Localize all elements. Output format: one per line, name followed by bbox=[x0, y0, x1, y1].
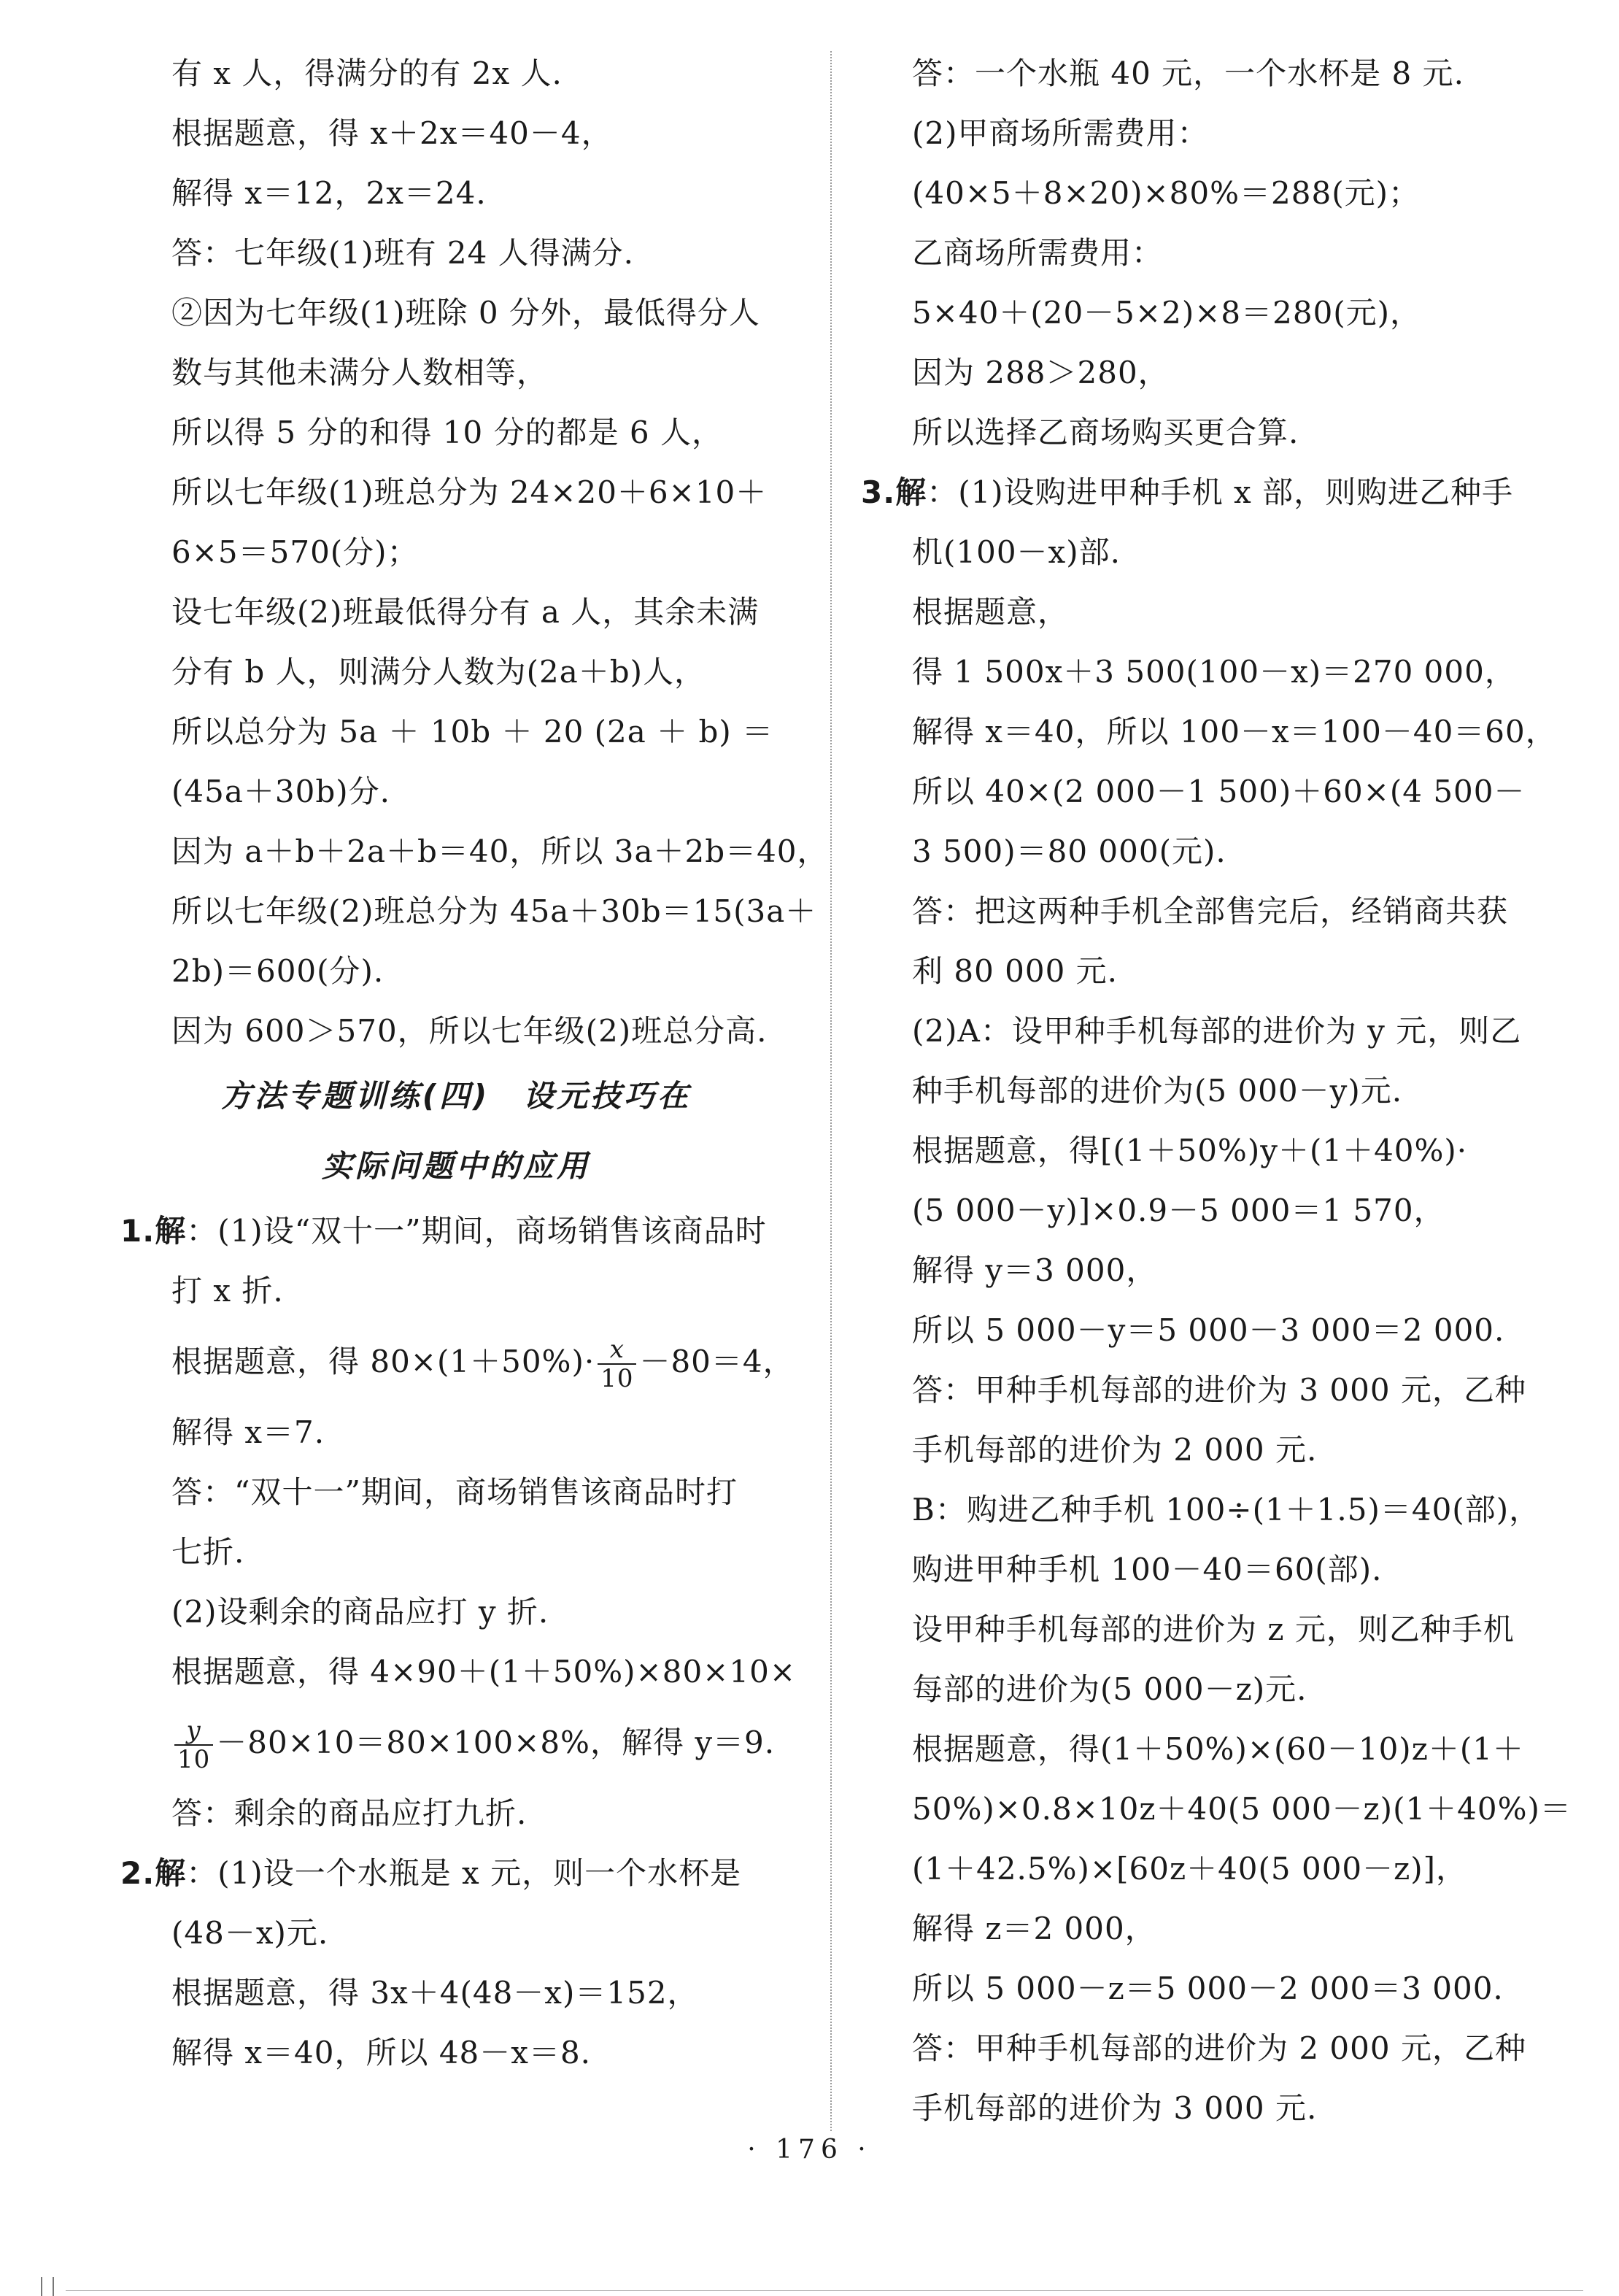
text-line: 打 x 折. bbox=[171, 1273, 284, 1309]
section-heading: 方法专题训练(四) 设元技巧在 bbox=[220, 1078, 692, 1114]
text-segment: 根据题意，得 80×(1＋50%)· bbox=[171, 1344, 595, 1379]
left-column bbox=[120, 44, 829, 2083]
question-number: 3. bbox=[861, 474, 896, 510]
text-line: (2)A：设甲种手机每部的进价为 y 元，则乙 bbox=[912, 1013, 1522, 1049]
fraction-numerator: y bbox=[174, 1717, 213, 1746]
section-heading-continued: 实际问题中的应用 bbox=[321, 1148, 590, 1184]
text-line: 根据题意，得 3x＋4(48－x)＝152， bbox=[171, 1975, 699, 2011]
text-line: 设甲种手机每部的进价为 z 元，则乙种手机 bbox=[912, 1611, 1515, 1647]
text-line: (40×5＋8×20)×80%＝288(元)； bbox=[912, 175, 1420, 211]
text-segment: ：(1)设“双十一”期间，商场销售该商品时 bbox=[186, 1213, 767, 1249]
page-number: · 176 · bbox=[747, 2135, 872, 2165]
text-line: 所以七年级(1)班总分为 24×20＋6×10＋ bbox=[171, 474, 768, 510]
text-line: (48－x)元. bbox=[171, 1915, 329, 1951]
text-segment: －80＝4， bbox=[639, 1344, 795, 1379]
text-line: 七折. bbox=[171, 1534, 245, 1570]
text-line: 手机每部的进价为 3 000 元. bbox=[912, 2090, 1318, 2126]
text-line: 根据题意，得[(1＋50%)y＋(1＋40%)· bbox=[912, 1133, 1468, 1168]
question-2-line bbox=[120, 1844, 792, 1903]
text-line: 3 500)＝80 000(元). bbox=[912, 833, 1226, 869]
text-line: 解得 x＝7. bbox=[171, 1414, 325, 1450]
text-line: 答：甲种手机每部的进价为 3 000 元，乙种 bbox=[912, 1372, 1526, 1408]
text-line: 5×40＋(20－5×2)×8＝280(元)， bbox=[912, 295, 1422, 331]
right-column bbox=[861, 44, 1572, 2138]
text-line: 2b)＝600(分). bbox=[171, 953, 385, 989]
text-line: 所以选择乙商场购买更合算. bbox=[912, 415, 1299, 450]
text-line: 解得 x＝40，所以 48－x＝8. bbox=[171, 2035, 592, 2070]
text-line: 有 x 人，得满分的有 2x 人. bbox=[171, 55, 563, 91]
solution-label: 解 bbox=[895, 474, 927, 510]
text-line: 根据题意， bbox=[912, 594, 1070, 630]
text-line: 种手机每部的进价为(5 000－y)元. bbox=[912, 1073, 1403, 1109]
text-line: 答：七年级(1)班有 24 人得满分. bbox=[171, 235, 634, 271]
scan-edge-mark bbox=[41, 2277, 54, 2296]
text-line: (1＋42.5%)×[60z＋40(5 000－z)]， bbox=[912, 1851, 1468, 1887]
fraction-denominator: 10 bbox=[600, 1364, 634, 1393]
text-line: 解得 x＝12，2x＝24. bbox=[171, 175, 487, 211]
text-line: 所以七年级(2)班总分为 45a＋30b＝15(3a＋ bbox=[171, 893, 817, 929]
bottom-edge-line bbox=[66, 2290, 1583, 2291]
text-line: 利 80 000 元. bbox=[912, 953, 1118, 989]
text-line: 得 1 500x＋3 500(100－x)＝270 000， bbox=[912, 654, 1516, 690]
text-line: 50%)×0.8×10z＋40(5 000－z)(1＋40%)＝ bbox=[912, 1791, 1572, 1827]
text-line: 答：甲种手机每部的进价为 2 000 元，乙种 bbox=[912, 2030, 1526, 2066]
text-line: 所以 40×(2 000－1 500)＋60×(4 500－ bbox=[912, 774, 1526, 809]
text-line: 根据题意，得(1＋50%)×(60－10)z＋(1＋ bbox=[912, 1731, 1524, 1767]
question-3-line bbox=[861, 463, 1532, 523]
fraction bbox=[174, 1717, 213, 1773]
text-line: (2)设剩余的商品应打 y 折. bbox=[171, 1594, 549, 1630]
text-line: 每部的进价为(5 000－z)元. bbox=[912, 1671, 1307, 1707]
solution-label: 解 bbox=[155, 1855, 187, 1891]
text-line: 数与其他未满分人数相等， bbox=[171, 355, 549, 390]
text-line: 解得 x＝40，所以 100－x＝100－40＝60， bbox=[912, 714, 1557, 750]
equation-line bbox=[120, 1702, 792, 1784]
equation-line bbox=[120, 1321, 795, 1403]
question-number: 1. bbox=[120, 1213, 155, 1249]
question-1-line bbox=[120, 1201, 792, 1261]
text-line: 答：把这两种手机全部售完后，经销商共获 bbox=[912, 893, 1509, 929]
text-line: (2)甲商场所需费用： bbox=[912, 115, 1209, 151]
text-line: 解得 z＝2 000， bbox=[912, 1911, 1156, 1946]
text-line: 分有 b 人，则满分人数为(2a＋b)人， bbox=[171, 654, 706, 690]
text-line: B：购进乙种手机 100÷(1＋1.5)＝40(部)， bbox=[912, 1492, 1541, 1528]
text-line: ②因为七年级(1)班除 0 分外，最低得分人 bbox=[171, 295, 760, 331]
text-segment: ：(1)设购进甲种手机 x 部，则购进乙种手 bbox=[927, 474, 1514, 510]
text-line: 根据题意，得 4×90＋(1＋50%)×80×10× bbox=[171, 1654, 797, 1690]
text-segment: －80×10＝80×100×8%，解得 y＝9. bbox=[216, 1725, 776, 1760]
text-line: 答：“双十一”期间，商场销售该商品时打 bbox=[171, 1474, 738, 1510]
text-line: 因为 288＞280， bbox=[912, 355, 1170, 390]
text-line: 答：剩余的商品应打九折. bbox=[171, 1795, 528, 1831]
text-line: 所以 5 000－y＝5 000－3 000＝2 000. bbox=[912, 1312, 1505, 1348]
text-line: 所以得 5 分的和得 10 分的都是 6 人， bbox=[171, 415, 723, 450]
text-line: 6×5＝570(分)； bbox=[171, 534, 419, 570]
fraction-numerator: x bbox=[598, 1336, 636, 1365]
text-line: 乙商场所需费用： bbox=[912, 235, 1164, 271]
text-segment: ：(1)设一个水瓶是 x 元，则一个水杯是 bbox=[186, 1855, 742, 1891]
text-line: (45a＋30b)分. bbox=[171, 774, 390, 809]
fraction-denominator: 10 bbox=[177, 1745, 211, 1774]
question-number: 2. bbox=[120, 1855, 155, 1891]
text-line: 根据题意，得 x＋2x＝40－4， bbox=[171, 115, 613, 151]
text-line: 答：一个水瓶 40 元，一个水杯是 8 元. bbox=[912, 55, 1464, 91]
text-line: (5 000－y)]×0.9－5 000＝1 570， bbox=[912, 1193, 1445, 1228]
column-divider bbox=[830, 51, 832, 2131]
text-line: 机(100－x)部. bbox=[912, 534, 1121, 570]
text-line: 手机每部的进价为 2 000 元. bbox=[912, 1432, 1318, 1468]
text-line: 设七年级(2)班最低得分有 a 人，其余未满 bbox=[171, 594, 760, 630]
text-line: 所以总分为 5a ＋ 10b ＋ 20 (2a ＋ b) ＝ bbox=[171, 714, 774, 750]
solution-label: 解 bbox=[155, 1213, 187, 1249]
text-line: 所以 5 000－z＝5 000－2 000＝3 000. bbox=[912, 1971, 1504, 2006]
text-line: 因为 600＞570，所以七年级(2)班总分高. bbox=[171, 1013, 768, 1049]
text-line: 解得 y＝3 000， bbox=[912, 1252, 1158, 1288]
text-line: 因为 a＋b＋2a＋b＝40，所以 3a＋2b＝40， bbox=[171, 833, 829, 869]
text-line: 购进甲种手机 100－40＝60(部). bbox=[912, 1552, 1383, 1587]
fraction bbox=[598, 1336, 636, 1392]
